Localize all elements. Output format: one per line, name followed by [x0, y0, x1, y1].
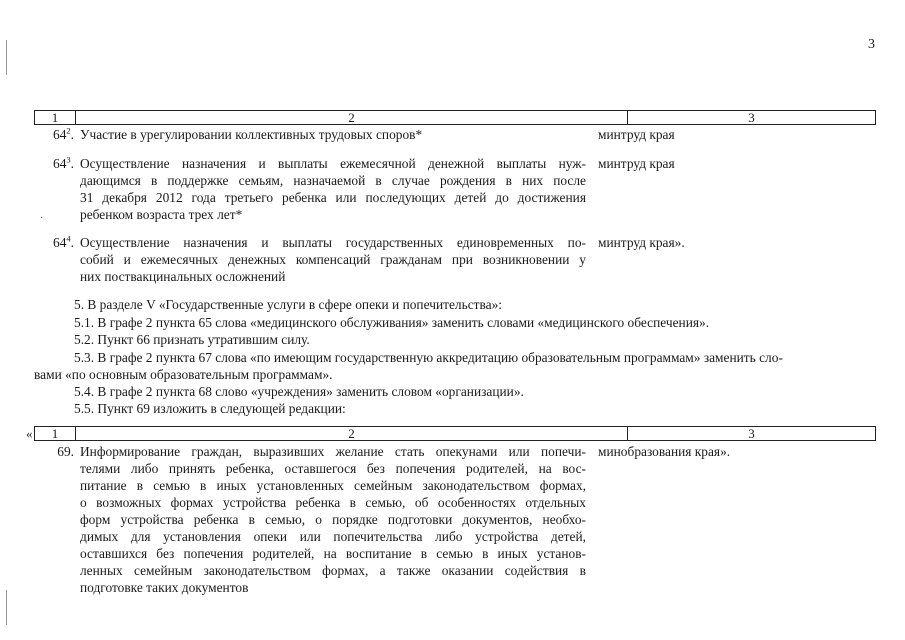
row-description: Осуществление назначения и выплаты государственных единовременных по- собий и ежемесячных денежных компенсаций гражданам при возникновении у них поствакцинальных осложнений: [80, 235, 586, 284]
row-executor: минтруд края».: [598, 235, 685, 250]
row-executor: минтруд края: [598, 156, 675, 171]
row-number: $64^4$.: [53, 233, 74, 250]
row-description: Информирование граждан, выразивших желание стать опекунами или попечи- телями либо принять ребенка, оставшегося без попечения родителей, на вос- питание в семью в иных установленных семейным законодательством формах, о возможных формах устройства ребенка в семью, об особенностях отдельных форм устройства ребенка в семью, о порядке подготовки документов, необхо- димых для установления опеки или попечительства либо устройства детей, оставшихся без попечения родителей, на воспитание в семью в иных установ- ленных семейным законодательством формах, а также оказании содействия в подготовке таких документов: [80, 444, 586, 595]
table1-header-col2: 2: [76, 111, 628, 124]
paragraph-5: 5. В разделе V «Государственные услуги в сфере опеки и попечительства»:: [74, 297, 502, 312]
table1-header: [34, 110, 876, 125]
row-executor: минтруд края: [598, 127, 675, 142]
paragraph-5-1: 5.1. В графе 2 пункта 65 слова «медицинского обслуживания» заменить словами «медицинского обеспечения».: [74, 315, 710, 330]
row-number: 69.: [57, 444, 74, 459]
row-number: $64^2$.: [53, 125, 74, 142]
left-margin-line: [6, 40, 7, 75]
row-description: Осуществление назначения и выплаты ежемесячной денежной выплаты нуж- дающимся в поддержке семьям, назначаемой в случае рождения в них после 31 декабря 2012 года третьего ребенка или последующих детей до достижения ребенком возраста трех лет*: [80, 156, 586, 222]
table2-header-col1: 1: [35, 427, 76, 440]
paragraph-5-4: 5.4. В графе 2 пункта 68 слово «учреждения» заменить словом «организации».: [74, 384, 524, 399]
margin-dot: ·: [40, 213, 44, 224]
opening-quote: «: [26, 426, 33, 441]
table2-header: [34, 426, 876, 441]
paragraph-5-5: 5.5. Пункт 69 изложить в следующей редакции:: [74, 401, 346, 416]
page-number: 3: [868, 37, 875, 52]
left-margin-line-lower: [6, 590, 7, 625]
paragraph-5-2: 5.2. Пункт 66 признать утратившим силу.: [74, 332, 310, 347]
row-description: Участие в урегулировании коллективных трудовых споров*: [80, 127, 423, 142]
row-number: $64^3$.: [53, 154, 74, 171]
paragraph-5-3: 5.3. В графе 2 пункта 67 слова «по имеющим государственную аккредитацию образовательным программам» заменить сло-: [74, 350, 783, 365]
table1-header-col1: 1: [35, 111, 76, 124]
table1-header-col3: 3: [748, 110, 755, 125]
table2-header-col3: 3: [748, 426, 755, 441]
row-executor: минобразования края».: [598, 444, 731, 459]
paragraph-5-3-continuation: вами «по основным образовательным программам».: [34, 367, 333, 382]
table2-header-col2: 2: [76, 427, 628, 440]
